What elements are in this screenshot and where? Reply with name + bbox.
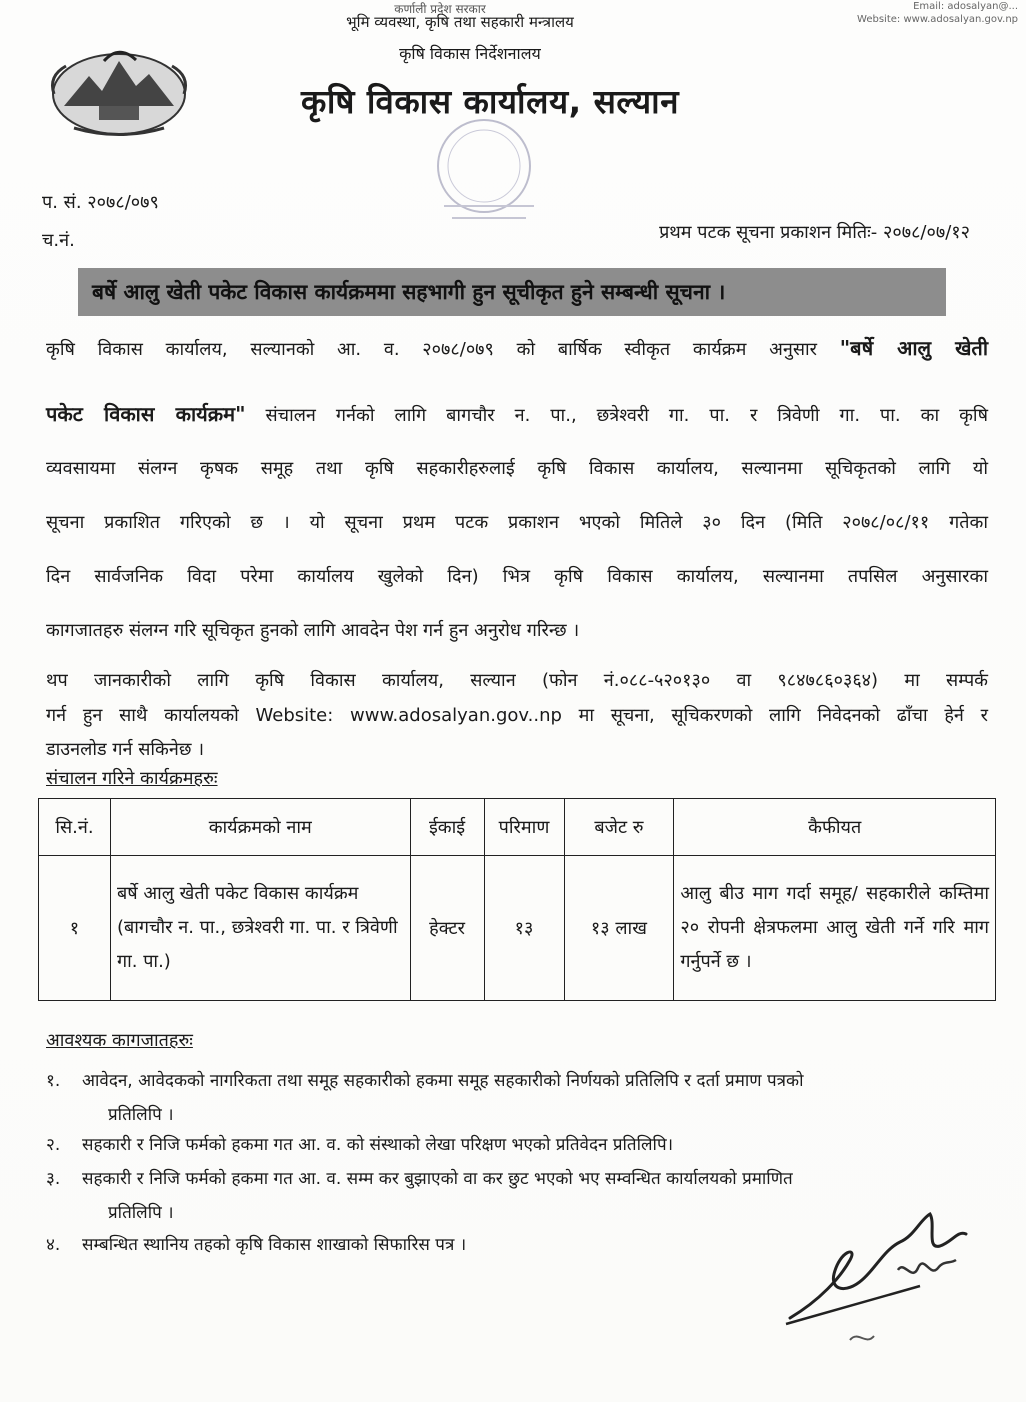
publish-date: प्रथम पटक सूचना प्रकाशन मितिः- २०७८/०७/१२ (659, 222, 970, 243)
government-line: कर्णाली प्रदेश सरकार (394, 2, 486, 16)
body-line (46, 400, 988, 427)
ministry-name: भूमि व्यवस्था, कृषि तथा सहकारी मन्त्रालय (346, 13, 574, 31)
contact-block (818, 0, 1018, 26)
documents-heading: आवश्यक कागजातहरुः (46, 1030, 193, 1051)
item-number: २. (46, 1135, 61, 1155)
item-text: आवेदन, आवेदकको नागरिकता तथा समूह सहकारीको हकमा समूह सहकारीको निर्णयको प्रतिलिपि र दर्ता प्रमाण पत्रको (82, 1071, 804, 1091)
handwritten-signature (780, 1190, 1000, 1370)
body-line (46, 334, 988, 361)
item-number: ३. (46, 1169, 61, 1189)
column-header: कार्यक्रमको नाम (110, 799, 410, 856)
table-row (39, 856, 996, 1001)
body-line: दिन सार्वजनिक विदा परेमा कार्यालय खुलेको दिन) भित्र कृषि विकास कार्यालय, सल्यानमा तपसिल अनुसारका (46, 566, 988, 587)
item-number: १. (46, 1071, 61, 1091)
table-header-row (39, 799, 996, 856)
office-title: कृषि विकास कार्यालय, सल्यान (300, 82, 680, 121)
office-stamp (404, 118, 564, 228)
program-name-cell: बर्षे आलु खेती पकेट विकास कार्यक्रम (बागचौर न. पा., छत्रेश्वरी गा. पा. र त्रिवेणी गा. पा.) (110, 856, 410, 1001)
column-header: सि.नं. (39, 799, 111, 856)
item-text: सम्बन्धित स्थानिय तहको कृषि विकास शाखाको सिफारिस पत्र । (82, 1235, 467, 1255)
budget-cell: १३ लाख (564, 856, 674, 1001)
body-line: कागजातहरु संलग्न गरि सूचिकृत हुनको लागि आवदेन पेश गर्न हुन अनुरोध गरिन्छ । (46, 620, 580, 641)
notice-title: बर्षे आलु खेती पकेट विकास कार्यक्रममा सहभागी हुन सूचीकृत हुने सम्बन्धी सूचना । (92, 280, 726, 304)
body-text: संचालन गर्नको लागि बागचौर न. पा., छत्रेश्वरी गा. पा. र त्रिवेणी गा. पा. का कृषि (245, 405, 988, 426)
column-header: बजेट रु (564, 799, 674, 856)
column-header: ईकाई (410, 799, 484, 856)
item-text: सहकारी र निजि फर्मको हकमा गत आ. व. सम्म कर बुझाएको वा कर छुट भएको भए सम्वन्धित कार्यालयको प्रमाणित (82, 1169, 793, 1189)
website-text: Website: www.adosalyan.gov.np (857, 14, 1018, 25)
programs-table (38, 798, 996, 1001)
email-text: Email: adosalyan@... (913, 1, 1018, 12)
body-line: डाउनलोड गर्न सकिनेछ । (46, 739, 205, 760)
quantity-cell: १३ (484, 856, 564, 1001)
nepal-emblem-logo (44, 36, 194, 141)
directorate-name: कृषि विकास निर्देशनालय (399, 44, 541, 63)
unit-cell: हेक्टर (410, 856, 484, 1001)
list-item (46, 1064, 996, 1132)
column-header: कैफीयत (674, 799, 996, 856)
program-name-bold: "बर्षे आलु खेती (839, 336, 989, 360)
program-name-bold: पकेट विकास कार्यक्रम" (46, 402, 246, 426)
letter-number: प. सं. २०७८/०७९ (42, 192, 159, 213)
body-line: व्यवसायमा संलग्न कृषक समूह तथा कृषि सहकारीहरुलाई कृषि विकास कार्यालय, सल्यानमा सूचिकृतको लागि यो (46, 458, 988, 479)
programs-heading: संचालन गरिने कार्यक्रमहरुः (46, 768, 218, 789)
list-item (46, 1128, 996, 1162)
remarks-cell: आलु बीउ माग गर्दा समूह/ सहकारीले कम्तिमा २० रोपनी क्षेत्रफलमा आलु खेती गर्ने गरि माग गर्नुपर्ने छ । (674, 856, 996, 1001)
body-text: कृषि विकास कार्यालय, सल्यानको आ. व. २०७८/०७९ को बार्षिक स्वीकृत कार्यक्रम अनुसार (46, 339, 840, 360)
item-text: प्रतिलिपि । (108, 1203, 174, 1223)
notice-title-banner (78, 268, 946, 316)
dispatch-number: च.नं. (42, 230, 75, 251)
column-header: परिमाण (484, 799, 564, 856)
serial-cell: १ (39, 856, 111, 1001)
item-number: ४. (46, 1235, 61, 1255)
body-line: थप जानकारीको लागि कृषि विकास कार्यालय, सल्यान (फोन नं.०८८-५२०१३० वा ९८४७८६०३६४) मा सम्पर्क (46, 670, 988, 691)
item-text: सहकारी र निजि फर्मको हकमा गत आ. व. को संस्थाको लेखा परिक्षण भएको प्रतिवेदन प्रतिलिपि। (82, 1135, 674, 1155)
body-line: गर्न हुन साथै कार्यालयको Website: www.adosalyan.gov..np मा सूचना, सूचिकरणको लागि निवेदनको ढाँचा हेर्न र (46, 705, 988, 726)
item-text: प्रतिलिपि । (108, 1105, 174, 1125)
body-line: सूचना प्रकाशित गरिएको छ । यो सूचना प्रथम पटक प्रकाशन भएको मितिले ३० दिन (मिति २०७८/०८/११ गतेका (46, 512, 988, 533)
